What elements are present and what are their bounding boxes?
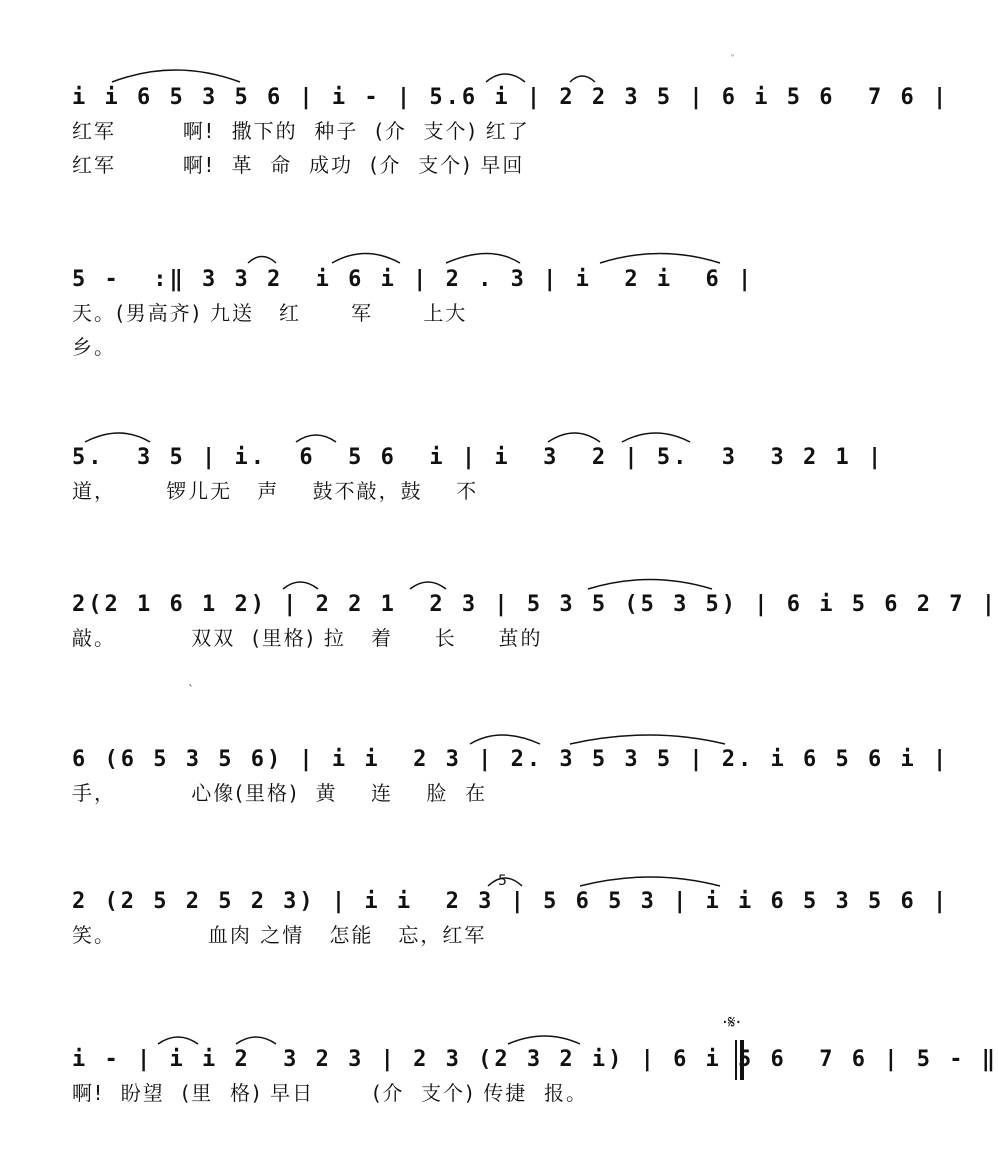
lyric-line-7a: 啊! 盼望 (里 格) 早日 (介 支个) 传捷 报。 [72, 1081, 589, 1105]
lyric-line-1a: 红军 啊! 撒下的 种子 (介 支个) 红了 [72, 119, 530, 143]
lyric-line-2b: 乡。 [72, 335, 116, 359]
segno-icon: ·𝄋· [722, 1012, 742, 1033]
lyric-line-3a: 道， 锣儿无 声 鼓不敲，鼓 不 [72, 479, 479, 503]
lyric-line-4a: 敲。 双双 (里格) 拉 着 长 茧的 [72, 626, 543, 650]
lyric-line-1b: 红军 啊! 革 命 成功 (介 支个) 早回 [72, 153, 525, 177]
grace-note: 5 [498, 873, 507, 889]
notation-line-2: 5 - :‖ 3 3 2 i 6 i | 2 . 3 | i 2 i 6 | [72, 267, 755, 292]
notation-line-3: 5. 3 5 | i. 6 5 6 i | i 3 2 | 5. 3 3 2 1 | [72, 445, 885, 470]
notation-line-5: 6 (6 5 3 5 6) | i i 2 3 | 2. 3 5 3 5 | 2. i 6 5 6 i | [72, 747, 950, 772]
lyric-line-6a: 笑。 血肉 之情 怎能 忘，红军 [72, 923, 487, 947]
lyric-line-5a: 手， 心像(里格) 黄 连 脸 在 [72, 781, 488, 805]
notation-line-4: 2(2 1 6 1 2) | 2 2 1 2 3 | 5 3 5 (5 3 5) | 6 i 5 6 2 7 | [72, 592, 998, 617]
svg-text:˅: ˅ [730, 54, 735, 65]
svg-text:`: ` [188, 683, 194, 697]
notation-line-1: i i 6 5 3 5 6 | i - | 5.6 i | 2 2 3 5 | 6 i 5 6 7 6 | [72, 85, 950, 110]
notation-line-7: i - | i i 2 3 2 3 | 2 3 (2 3 2 i) | 6 i 5 6 7 6 | 5 - ‖ [72, 1047, 998, 1072]
lyric-line-2a: 天。(男高齐) 九送 红 军 上大 [72, 301, 468, 325]
notation-line-6: 2 (2 5 2 5 2 3) | i i 2 3 | 5 6 5 3 | i i 6 5 3 5 6 | [72, 889, 950, 914]
